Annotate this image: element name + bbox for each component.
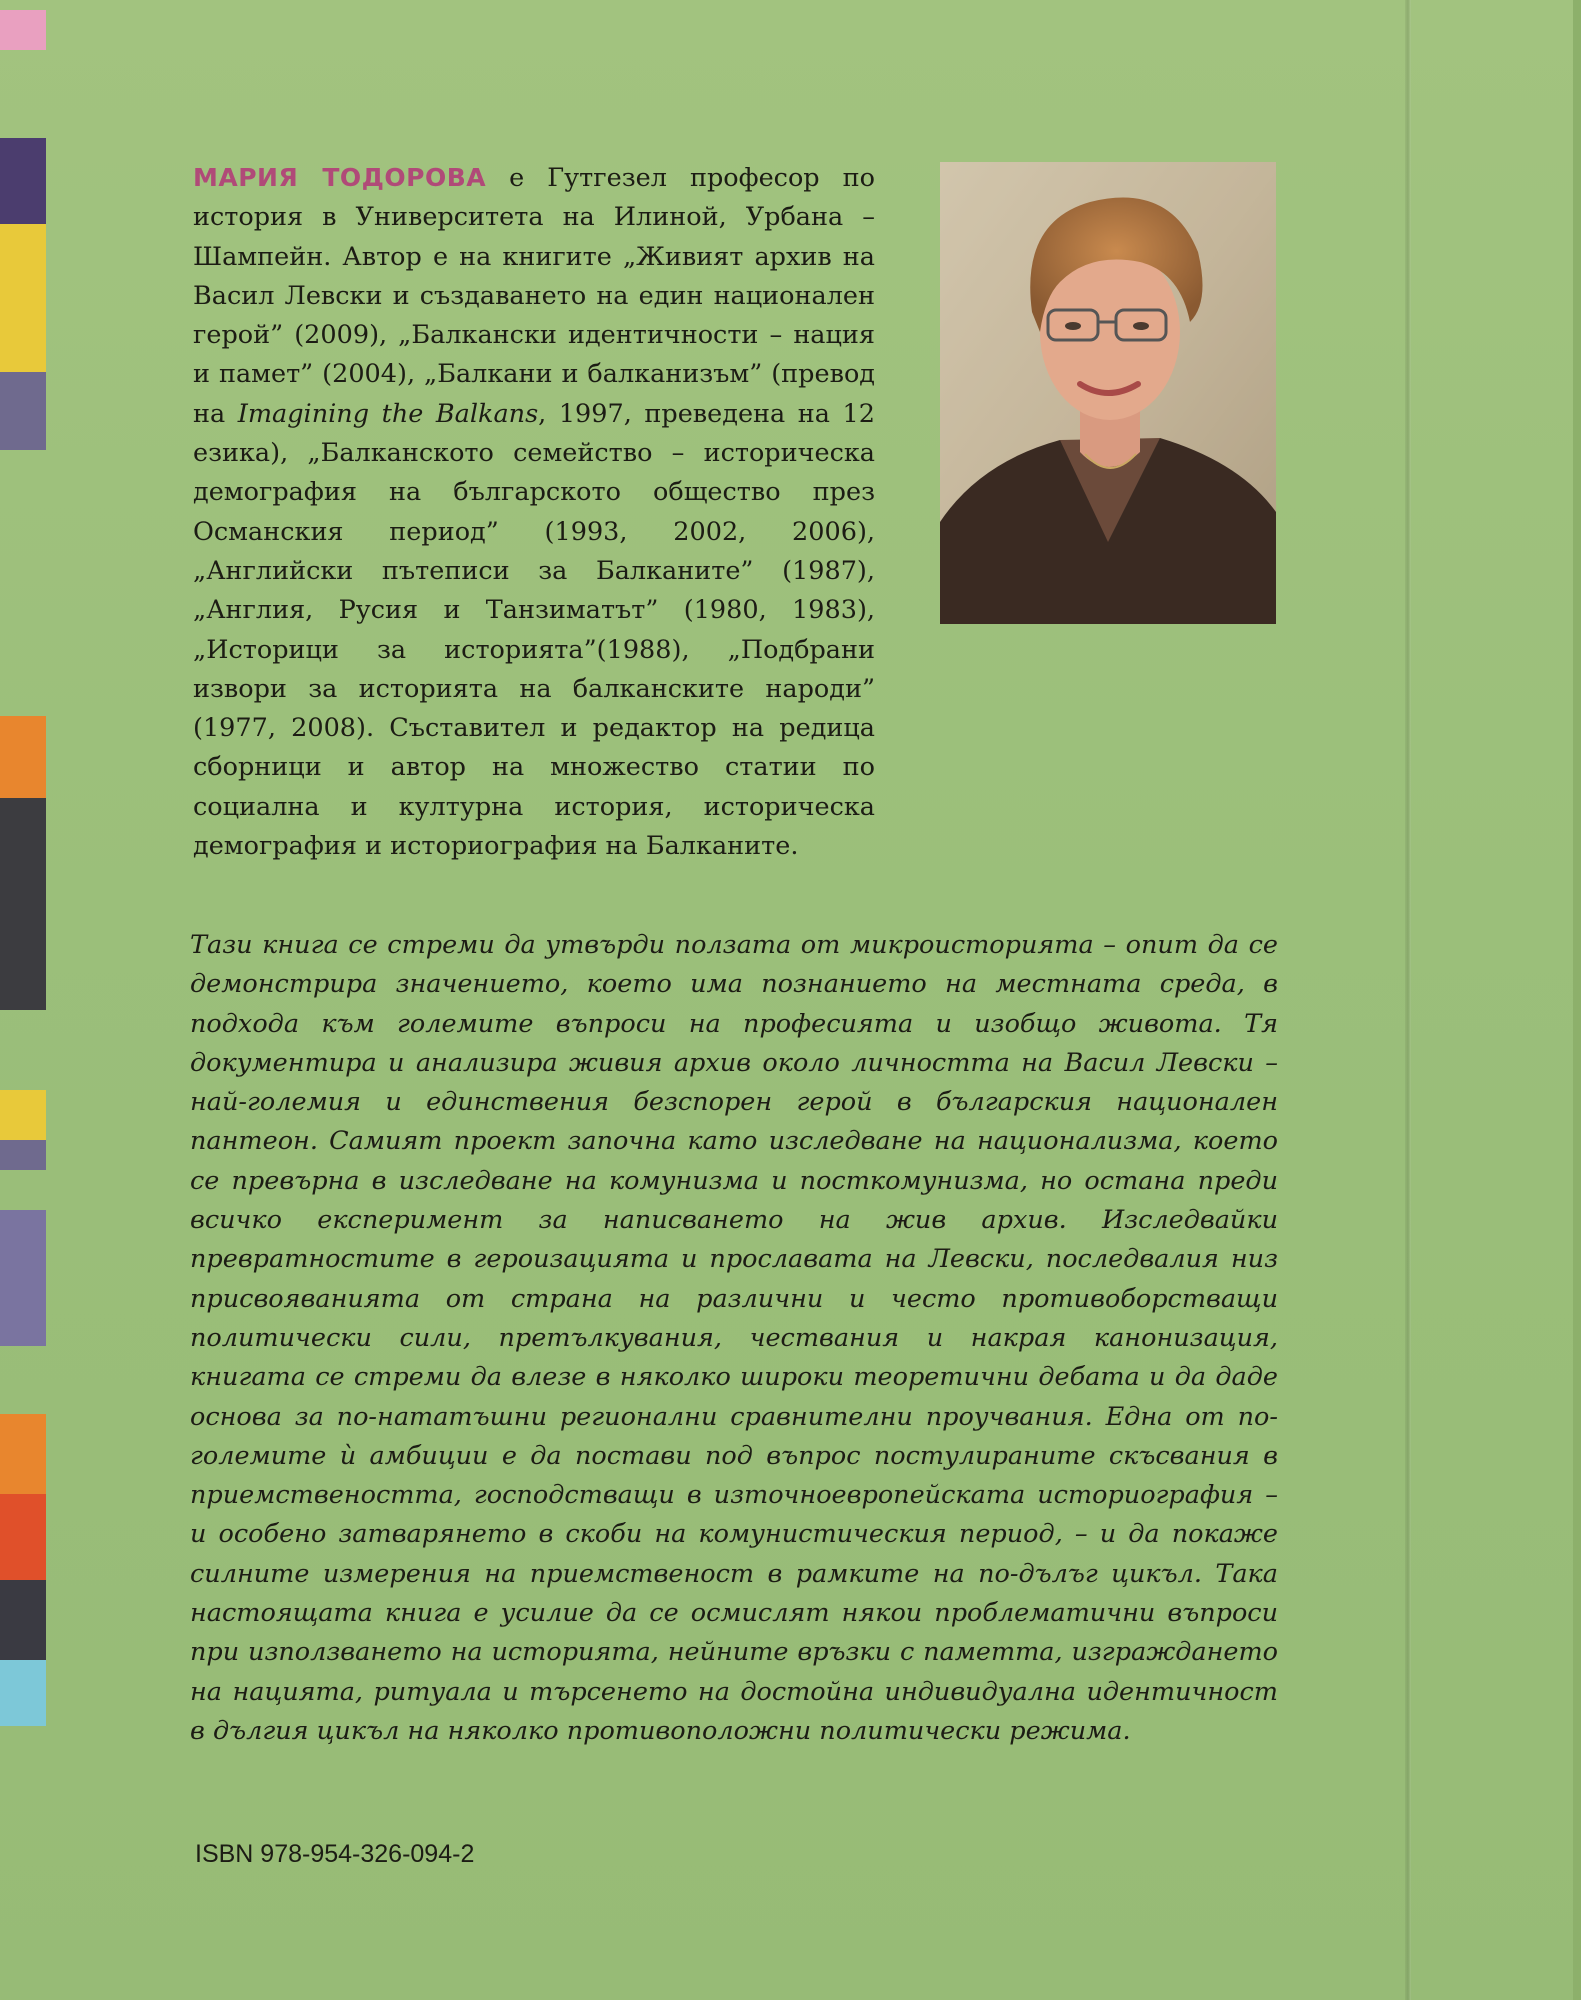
author-bio [193,158,875,866]
strip-segment [0,716,46,798]
strip-segment [0,224,46,372]
strip-segment [0,138,46,224]
author-bio-italic-title: Imagining the Balkans [237,398,539,429]
strip-segment [0,10,46,50]
strip-segment [0,1660,46,1726]
author-bio-text: е Гутгезел професор по история в Университета на Илиной, Урбана – Шампейн. Автор е на книгите „Живият архив на Васил Левски и създаването на един национален герой” (2009), „Балкански идентичности – нация и памет” (2004), „Балкани и балканизъм” (превод на [193,163,876,429]
strip-segment [0,1414,46,1494]
strip-segment [0,1210,46,1346]
strip-segment [0,372,46,450]
cover-right-edge [1573,0,1581,2000]
portrait-icon [940,162,1276,624]
isbn: ISBN 978-954-326-094-2 [195,1840,475,1868]
author-bio-text-end: , 1997, преведена на 12 езика), „Балканското семейство – историческа демография на българското общество през Османския период” (1993, 2002, 2006), „Английски пътеписи за Балканите” (1987), „Англия, Русия и Танзиматът” (1980, 1983), „Историци за историята”(1988), „Подбрани извори за историята на балканските народи” (1977, 2008). Съставител и редактор на редица сборници и автор на множество статии по социална и културна история, историческа демография и историография на Балканите. [193,398,875,862]
author-portrait [940,162,1276,624]
cover-fold-line [1405,0,1411,2000]
strip-segment [0,1140,46,1170]
book-description: Тази книга се стреми да утвърди ползата от микроисторията – опит да се демонстрира значението, което има познанието на местната среда, в подхода към големите въпроси на професията и изобщо живота. Тя документира и анализира живия архив около личността на Васил Левски – най-големия и единствения безспорен герой в българския национален пантеон. Самият проект започна като изследване на национализма, което се превърна в изследване на комунизма и посткомунизма, но остана преди всичко експеримент за написването на жив архив. Изследвайки превратностите в героизацията и прославата на Левски, последвалия низ присвояванията от страна на различни и често противоборстващи политически сили, претълкувания, чествания и накрая канонизация, книгата се стреми да влезе в няколко широки теоретични дебата и да даде основа за по-нататъшни регионални сравнителни проучвания. Една от по-големите ѝ амбиции е да постави под въпрос постулираните скъсвания в приемствеността, господстващи в източноевропейската историография – и особено затварянето в скоби на комунистическия период, – и да покаже силните измерения на приемственост в рамките на по-дълъг цикъл. Така настоящата книга е усилие да се осмислят някои проблематични въпроси при използването на историята, нейните връзки с паметта, изграждането на нацията, ритуала и търсенето на достойна индивидуална идентичност в дългия цикъл на няколко противоположни политически режима. [190,930,1278,1746]
strip-segment [0,1494,46,1580]
strip-segment [0,1580,46,1660]
strip-segment [0,798,46,1010]
author-name: МАРИЯ ТОДОРОВА [193,163,487,192]
